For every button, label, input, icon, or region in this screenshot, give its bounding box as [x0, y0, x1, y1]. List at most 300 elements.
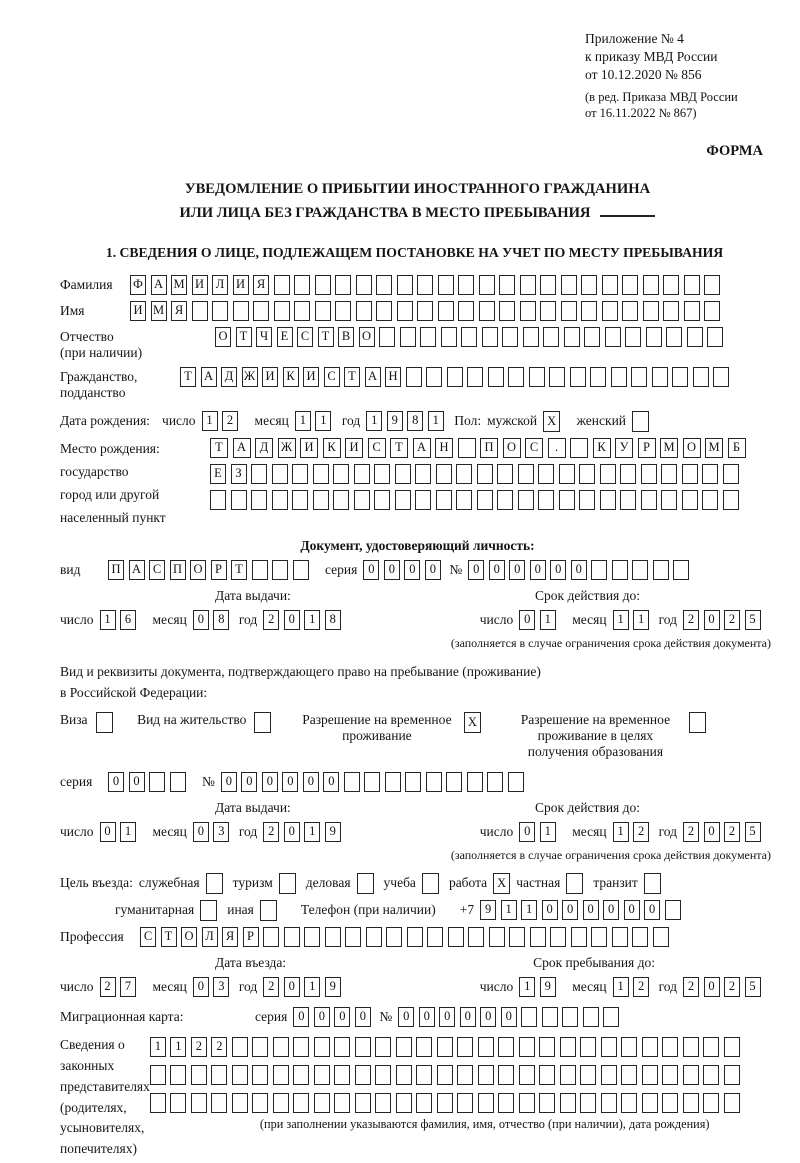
char-box: 1: [613, 610, 629, 630]
char-box: [509, 927, 525, 947]
char-box: [499, 275, 515, 295]
char-box: 2: [724, 977, 740, 997]
residence-valid-day[interactable]: [519, 822, 560, 842]
char-box: [543, 327, 559, 347]
char-box: [621, 1037, 637, 1057]
year-label: год: [238, 823, 258, 839]
char-box: [191, 1093, 207, 1113]
sex-female-checkbox[interactable]: [632, 411, 654, 432]
representatives-boxes-1[interactable]: [150, 1037, 745, 1057]
char-box: [314, 1065, 330, 1085]
char-box: [560, 1093, 576, 1113]
year-label: год: [658, 611, 677, 627]
day-label: число: [60, 611, 94, 627]
char-box: [519, 1037, 535, 1057]
char-box: 2: [263, 977, 279, 997]
entry-year[interactable]: [263, 977, 345, 997]
char-box: [642, 1093, 658, 1113]
char-box: 9: [325, 822, 341, 842]
char-box: [591, 927, 607, 947]
representatives-label: усыновителях,: [60, 1120, 145, 1136]
char-box: [584, 327, 600, 347]
doc-issue-month[interactable]: [193, 610, 234, 630]
char-box: [212, 301, 228, 321]
char-box: 1: [100, 610, 116, 630]
char-box: [519, 1065, 535, 1085]
char-box: Т: [236, 327, 252, 347]
char-box: М: [705, 438, 723, 458]
surname-label: Фамилия: [60, 276, 113, 292]
char-box: 0: [460, 1007, 476, 1027]
char-box: [334, 1093, 350, 1113]
temp-permit-checkbox[interactable]: [456, 712, 486, 733]
char-box: [580, 1065, 596, 1085]
char-box: 0: [425, 560, 441, 580]
char-box: [396, 1037, 412, 1057]
birth-place-boxes-1[interactable]: [210, 438, 750, 458]
residence-number-boxes[interactable]: [221, 772, 529, 792]
name-boxes[interactable]: [130, 301, 725, 321]
char-box: [457, 1093, 473, 1113]
char-box: [632, 927, 648, 947]
char-box: Е: [210, 464, 226, 484]
patronymic-boxes[interactable]: [215, 327, 728, 347]
char-box: [621, 1065, 637, 1085]
representatives-label: законных: [60, 1057, 115, 1073]
doc-number-boxes[interactable]: [468, 560, 694, 580]
char-box: [231, 490, 247, 510]
char-box: [666, 327, 682, 347]
char-box: [605, 327, 621, 347]
char-box: [211, 1065, 227, 1085]
char-box: [579, 464, 595, 484]
char-box: 1: [613, 822, 629, 842]
patronymic-sublabel: (при наличии): [60, 344, 143, 360]
migration-series-boxes[interactable]: [293, 1007, 375, 1027]
migration-number-boxes[interactable]: [398, 1007, 624, 1027]
residence-date-headers: [60, 800, 775, 816]
char-box: 2: [263, 610, 279, 630]
purpose-humanitarian-checkbox[interactable]: [194, 900, 217, 921]
char-box: [233, 301, 249, 321]
char-box: Б: [728, 438, 746, 458]
char-box: 6: [120, 610, 136, 630]
char-box: С: [149, 560, 165, 580]
char-box: Т: [161, 927, 177, 947]
char-box: [211, 1093, 227, 1113]
char-box: [436, 490, 452, 510]
char-box: [325, 927, 341, 947]
char-box: [662, 1065, 678, 1085]
sex-label: Пол:: [454, 413, 482, 429]
char-box: [478, 1093, 494, 1113]
edu-permit-checkbox[interactable]: [681, 712, 711, 733]
char-box: [477, 464, 493, 484]
doc-valid-day[interactable]: [519, 610, 560, 630]
char-box: [345, 927, 361, 947]
char-box: [652, 367, 668, 387]
purpose-study-checkbox[interactable]: [416, 873, 439, 894]
char-box: [540, 275, 556, 295]
char-box: [251, 464, 267, 484]
surname-boxes[interactable]: [130, 275, 725, 295]
char-box: [438, 275, 454, 295]
char-box: [529, 367, 545, 387]
residence-permit-checkbox[interactable]: [246, 712, 276, 733]
char-box: [542, 1007, 558, 1027]
char-box: О: [503, 438, 521, 458]
char-box: 1: [519, 977, 535, 997]
appendix-header: [585, 30, 767, 121]
char-box: 0: [519, 822, 535, 842]
char-box: [416, 1037, 432, 1057]
purpose-business-label: служебная: [138, 875, 200, 891]
char-box: 0: [704, 977, 720, 997]
representatives-boxes-2[interactable]: [150, 1065, 745, 1085]
month-label: месяц: [254, 413, 289, 429]
char-box: 1: [304, 977, 320, 997]
char-box: [703, 1065, 719, 1085]
char-box: [673, 560, 689, 580]
char-box: 2: [633, 977, 649, 997]
purpose-business-checkbox[interactable]: [200, 873, 223, 894]
purpose-transit-option: [593, 873, 661, 894]
char-box: [523, 327, 539, 347]
char-box: [723, 490, 739, 510]
char-box: 0: [193, 610, 209, 630]
char-box: О: [359, 327, 375, 347]
char-box: 0: [284, 977, 300, 997]
doc-series-label: серия: [325, 561, 358, 577]
char-box: 0: [501, 1007, 517, 1027]
char-box: 5: [745, 822, 761, 842]
entry-month[interactable]: [193, 977, 234, 997]
char-box: [520, 301, 536, 321]
char-box: [702, 490, 718, 510]
char-box: 2: [191, 1037, 207, 1057]
char-box: [458, 301, 474, 321]
char-box: 2: [683, 977, 699, 997]
representatives-label: (родителях,: [60, 1099, 127, 1115]
char-box: А: [201, 367, 217, 387]
char-box: [583, 1007, 599, 1027]
char-box: [632, 560, 648, 580]
char-box: [150, 1093, 166, 1113]
doc-series-boxes[interactable]: [363, 560, 445, 580]
char-box: [653, 927, 669, 947]
char-box: [642, 1037, 658, 1057]
doc-kind-boxes[interactable]: [108, 560, 313, 580]
purpose-humanitarian-label: гуманитарная: [115, 902, 195, 918]
birth-year-boxes[interactable]: [366, 411, 448, 431]
purpose-work-checkbox[interactable]: [487, 873, 510, 894]
char-box: [600, 464, 616, 484]
char-box: [622, 301, 638, 321]
char-box: [570, 367, 586, 387]
char-box: [334, 1037, 350, 1057]
char-box: Т: [210, 438, 228, 458]
char-box: [260, 900, 277, 921]
char-box: [274, 301, 290, 321]
char-box: [601, 1065, 617, 1085]
char-box: [293, 1093, 309, 1113]
char-box: Е: [277, 327, 293, 347]
residence-valid-year[interactable]: [683, 822, 765, 842]
char-box: [620, 490, 636, 510]
char-box: М: [660, 438, 678, 458]
char-box: [602, 301, 618, 321]
char-box: [458, 438, 476, 458]
residence-issue-month[interactable]: [193, 822, 234, 842]
residence-series-boxes[interactable]: [108, 772, 190, 792]
purpose-private-label: частная: [516, 875, 561, 891]
char-box: [684, 301, 700, 321]
stay-month[interactable]: [613, 977, 654, 997]
char-box: [661, 490, 677, 510]
char-box: 0: [241, 772, 257, 792]
valid-until-header: Срок действия до:: [535, 799, 640, 815]
char-box: [426, 367, 442, 387]
char-box: [426, 772, 442, 792]
char-box: 0: [704, 610, 720, 630]
char-box: [560, 1065, 576, 1085]
char-box: [232, 1093, 248, 1113]
char-box: [693, 367, 709, 387]
char-box: [518, 464, 534, 484]
char-box: [662, 1037, 678, 1057]
char-box: П: [170, 560, 186, 580]
char-box: [625, 327, 641, 347]
char-box: 0: [323, 772, 339, 792]
purpose-tourism-option: [233, 873, 296, 894]
residence-issue-year[interactable]: [263, 822, 345, 842]
char-box: [292, 490, 308, 510]
residence-permit-option: [137, 712, 276, 733]
purpose-study-option: [384, 873, 439, 894]
char-box: И: [233, 275, 249, 295]
char-box: [538, 490, 554, 510]
day-label: число: [479, 611, 514, 627]
char-box: 1: [633, 610, 649, 630]
year-label: год: [238, 978, 258, 994]
char-box: [315, 301, 331, 321]
char-box: Д: [221, 367, 237, 387]
identity-dates-row: [60, 610, 775, 630]
migration-number-label: №: [379, 1008, 393, 1024]
char-box: 3: [213, 977, 229, 997]
doc-kind-label: вид: [60, 561, 81, 577]
purpose-transit-checkbox[interactable]: [638, 873, 661, 894]
char-box: И: [300, 438, 318, 458]
char-box: [396, 1093, 412, 1113]
entry-date-headers: [60, 955, 775, 971]
temp-permit-label: Разрешение на временное проживание: [302, 711, 452, 743]
birth-place-label: государство: [60, 463, 129, 479]
char-box: [550, 927, 566, 947]
char-box: [420, 327, 436, 347]
char-box: 1: [295, 411, 311, 431]
char-box: [646, 327, 662, 347]
month-label: месяц: [572, 611, 607, 627]
char-box: [704, 275, 720, 295]
representatives-boxes-3[interactable]: [150, 1093, 745, 1113]
edu-permit-option: [509, 712, 711, 760]
char-box: 0: [108, 772, 124, 792]
stay-year[interactable]: [683, 977, 765, 997]
section1-title: 1. СВЕДЕНИЯ О ЛИЦЕ, ПОДЛЕЖАЩЕМ ПОСТАНОВКЕ НА УЧЕТ ПО МЕСТУ ПРЕБЫВАНИЯ: [105, 244, 724, 260]
char-box: [643, 275, 659, 295]
day-label: число: [479, 978, 514, 994]
stay-day[interactable]: [519, 977, 560, 997]
char-box: [355, 1093, 371, 1113]
day-label: число: [60, 823, 94, 839]
char-box: [437, 1037, 453, 1057]
char-box: З: [231, 464, 247, 484]
visa-checkbox[interactable]: [88, 712, 118, 733]
char-box: [395, 464, 411, 484]
char-box: С: [140, 927, 156, 947]
purpose-study-label: учеба: [383, 875, 416, 891]
char-box: [200, 900, 217, 921]
purpose-other-checkbox[interactable]: [254, 900, 277, 921]
char-box: [263, 927, 279, 947]
month-label: месяц: [152, 611, 187, 627]
char-box: [170, 1065, 186, 1085]
char-box: [519, 1093, 535, 1113]
char-box: [539, 1093, 555, 1113]
char-box: 0: [100, 822, 116, 842]
residence-doc-options: [60, 712, 775, 760]
residence-intro-line-2: в Российской Федерации:: [60, 685, 208, 701]
char-box: [665, 900, 681, 920]
identity-doc-row: [60, 560, 775, 580]
char-box: 0: [571, 560, 587, 580]
char-box: [502, 327, 518, 347]
char-box: 2: [263, 822, 279, 842]
char-box: 0: [129, 772, 145, 792]
char-box: [232, 1037, 248, 1057]
char-box: [252, 1037, 268, 1057]
char-box: 0: [509, 560, 525, 580]
char-box: [437, 1093, 453, 1113]
char-box: 1: [366, 411, 382, 431]
month-label: месяц: [152, 978, 187, 994]
char-box: [571, 927, 587, 947]
char-box: [683, 1037, 699, 1057]
char-box: [422, 873, 439, 894]
char-box: [354, 490, 370, 510]
purpose-commercial-checkbox[interactable]: [351, 873, 374, 894]
citizenship-row: [60, 367, 775, 387]
char-box: [540, 301, 556, 321]
char-box: А: [233, 438, 251, 458]
char-box: [478, 1037, 494, 1057]
char-box: 1: [170, 1037, 186, 1057]
char-box: А: [129, 560, 145, 580]
char-box: 0: [193, 822, 209, 842]
sex-male-checkbox[interactable]: [543, 411, 565, 432]
char-box: [405, 772, 421, 792]
citizenship-boxes[interactable]: [180, 367, 734, 387]
doc-valid-month[interactable]: [613, 610, 654, 630]
char-box: О: [683, 438, 701, 458]
doc-valid-year[interactable]: [683, 610, 765, 630]
representatives-labels: [60, 1035, 150, 1161]
char-box: [293, 1065, 309, 1085]
title-blank-underline: [600, 215, 655, 217]
char-box: [416, 1093, 432, 1113]
doc-issue-year[interactable]: [263, 610, 345, 630]
purpose-commercial-option: [306, 873, 374, 894]
char-box: И: [303, 367, 319, 387]
patronymic-label: Отчество: [60, 328, 114, 344]
purpose-private-checkbox[interactable]: [560, 873, 583, 894]
char-box: [591, 560, 607, 580]
char-box: 2: [724, 610, 740, 630]
month-label: месяц: [152, 823, 187, 839]
char-box: [304, 927, 320, 947]
char-box: К: [283, 367, 299, 387]
phone-label: Телефон (при наличии): [300, 902, 436, 918]
appendix-line: к приказу МВД России: [585, 49, 718, 65]
residence-series-label: серия: [60, 773, 93, 789]
char-box: [682, 490, 698, 510]
birth-month-boxes[interactable]: [295, 411, 336, 431]
birth-day-boxes[interactable]: [202, 411, 243, 431]
doc-issue-day[interactable]: [100, 610, 141, 630]
profession-boxes[interactable]: [140, 927, 673, 947]
birth-place-label: населенный пункт: [60, 509, 166, 525]
char-box: 2: [724, 822, 740, 842]
representatives-block: [60, 1035, 775, 1161]
patronymic-row: [60, 327, 775, 347]
residence-issue-day[interactable]: [100, 822, 141, 842]
birth-place-boxes-2[interactable]: [210, 464, 750, 484]
char-box: [580, 1037, 596, 1057]
residence-doc-note: (заполняется в случае ограничения срока действия документа): [450, 847, 771, 862]
char-box: Р: [211, 560, 227, 580]
entry-day[interactable]: [100, 977, 141, 997]
char-box: 0: [334, 1007, 350, 1027]
char-box: [375, 1065, 391, 1085]
char-box: [566, 873, 583, 894]
char-box: [447, 367, 463, 387]
char-box: X: [543, 411, 560, 432]
char-box: [334, 1065, 350, 1085]
char-box: 0: [530, 560, 546, 580]
migration-card-label: Миграционная карта:: [60, 1008, 184, 1024]
char-box: [397, 275, 413, 295]
residence-valid-month[interactable]: [613, 822, 654, 842]
char-box: [357, 873, 374, 894]
char-box: [272, 490, 288, 510]
purpose-tourism-checkbox[interactable]: [273, 873, 296, 894]
char-box: [498, 1093, 514, 1113]
char-box: 9: [480, 900, 496, 920]
citizenship-label: Гражданство,: [60, 368, 138, 384]
char-box: Т: [344, 367, 360, 387]
char-box: [457, 1065, 473, 1085]
birth-place-boxes-3[interactable]: [210, 490, 750, 510]
char-box: 1: [315, 411, 331, 431]
char-box: 8: [213, 610, 229, 630]
day-label: число: [479, 823, 514, 839]
char-box: Д: [255, 438, 273, 458]
visit-purpose-row-2: [60, 900, 775, 921]
appendix-line: Приложение № 4: [585, 31, 684, 46]
char-box: [479, 301, 495, 321]
phone-boxes[interactable]: [480, 900, 685, 920]
